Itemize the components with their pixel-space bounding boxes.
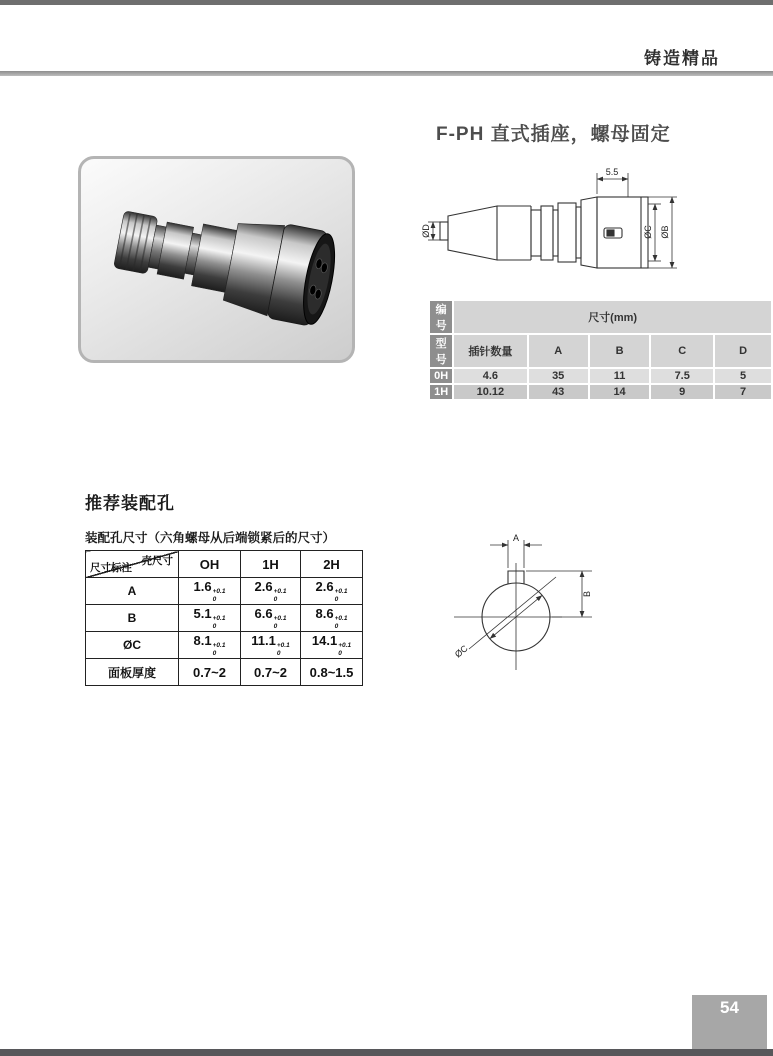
- value-cell: [179, 578, 241, 605]
- table-row: [86, 605, 363, 632]
- tolerance: [338, 642, 351, 657]
- value-cell: [241, 578, 301, 605]
- tolerance-upper: +0.1: [212, 615, 226, 623]
- dim-value: 8.1: [193, 633, 212, 649]
- table-row: [430, 385, 771, 399]
- tolerance: [213, 588, 226, 603]
- tolerance-lower: 0: [273, 622, 278, 630]
- dim-value: 5.1: [193, 606, 212, 622]
- dim-value: 6.6: [254, 606, 273, 622]
- table-row: [86, 578, 363, 605]
- dim-label-oc-hole: ØC: [452, 643, 470, 660]
- model-cell: 1H: [430, 385, 452, 399]
- tolerance: [335, 588, 348, 603]
- dim-value: 14.1: [311, 633, 338, 649]
- dim-value: 1.6: [193, 579, 212, 595]
- value-cell: 11: [590, 369, 649, 383]
- table-row: [430, 369, 771, 383]
- tolerance-upper: +0.1: [273, 588, 287, 596]
- spec-table: [428, 299, 773, 401]
- tolerance: [277, 642, 290, 657]
- tolerance-upper: +0.1: [212, 642, 226, 650]
- dim-label-oc: ØC: [643, 225, 653, 239]
- value-cell: [241, 605, 301, 632]
- header-divider: [0, 71, 773, 76]
- column-header: 插针数量: [454, 335, 526, 367]
- tolerance-upper: +0.1: [334, 588, 348, 596]
- value-cell: 0.7~2: [179, 659, 241, 686]
- value-cell: [301, 632, 363, 659]
- product-title: F-PH 直式插座，螺母固定: [436, 124, 671, 145]
- value-cell: 10.12: [454, 385, 526, 399]
- dim-value: 8.6: [315, 606, 334, 622]
- row-label: 面板厚度: [86, 659, 179, 686]
- connector-photo-illustration: [81, 159, 352, 360]
- dim-value: 2.6: [315, 579, 334, 595]
- value-cell: 35: [529, 369, 588, 383]
- dim-label-5-5: 5.5: [605, 167, 619, 177]
- table-row: [430, 301, 771, 333]
- value-cell: 43: [529, 385, 588, 399]
- table-row: [430, 335, 771, 367]
- column-header: D: [715, 335, 771, 367]
- dim-label-od: ØD: [421, 224, 431, 238]
- tolerance-upper: +0.1: [338, 642, 352, 650]
- tolerance-lower: 0: [212, 595, 217, 603]
- tolerance: [213, 615, 226, 630]
- bottom-border-bar: [0, 1049, 773, 1056]
- value-cell: [179, 605, 241, 632]
- corner-label-shell-size: 壳尺寸: [141, 555, 173, 567]
- model-cell: 0H: [430, 369, 452, 383]
- section-heading: 推荐装配孔: [85, 494, 175, 513]
- tolerance-lower: 0: [212, 649, 217, 657]
- table-row: [86, 632, 363, 659]
- page-number: 54: [692, 995, 767, 1049]
- product-photo: [78, 156, 355, 363]
- side-view-drawing: [420, 160, 690, 295]
- tolerance: [274, 615, 287, 630]
- column-header: OH: [179, 551, 241, 578]
- column-header: B: [590, 335, 649, 367]
- top-border-bar: [0, 0, 773, 5]
- value-cell: 5: [715, 369, 771, 383]
- value-cell: 0.7~2: [241, 659, 301, 686]
- mounting-hole-table: [85, 550, 363, 686]
- value-cell: [301, 578, 363, 605]
- row-label: ØC: [86, 632, 179, 659]
- diagonal-corner-cell: [86, 551, 179, 578]
- tolerance-lower: 0: [334, 622, 339, 630]
- value-cell: 14: [590, 385, 649, 399]
- row-label: B: [86, 605, 179, 632]
- value-cell: 7: [715, 385, 771, 399]
- tolerance: [335, 615, 348, 630]
- value-cell: [241, 632, 301, 659]
- tolerance-lower: 0: [212, 622, 217, 630]
- spec-table-corner-bottom: 型号: [430, 335, 452, 367]
- brand-header: 铸造精品: [644, 49, 720, 68]
- tolerance-upper: +0.1: [276, 642, 290, 650]
- corner-label-dim-note: 尺寸标注: [90, 562, 132, 574]
- table-row: [86, 659, 363, 686]
- tolerance-lower: 0: [273, 595, 278, 603]
- tolerance-upper: +0.1: [273, 615, 287, 623]
- tolerance: [274, 588, 287, 603]
- tolerance: [213, 642, 226, 657]
- dim-label-b: B: [582, 590, 592, 598]
- dim-value: 11.1: [251, 633, 276, 649]
- spec-table-size-header: 尺寸(mm): [454, 301, 771, 333]
- tolerance-lower: 0: [276, 649, 281, 657]
- tolerance-upper: +0.1: [212, 588, 226, 596]
- tolerance-lower: 0: [338, 649, 342, 657]
- table-row: [86, 551, 363, 578]
- dim-value: 2.6: [254, 579, 273, 595]
- value-cell: 4.6: [454, 369, 526, 383]
- value-cell: [301, 605, 363, 632]
- column-header: 1H: [241, 551, 301, 578]
- value-cell: 7.5: [651, 369, 713, 383]
- tolerance-upper: +0.1: [334, 615, 348, 623]
- dim-label-a: A: [512, 533, 520, 543]
- value-cell: [179, 632, 241, 659]
- value-cell: 0.8~1.5: [301, 659, 363, 686]
- mounting-hole-drawing: [440, 510, 640, 695]
- column-header: 2H: [301, 551, 363, 578]
- dim-label-ob: ØB: [660, 225, 670, 239]
- value-cell: 9: [651, 385, 713, 399]
- row-label: A: [86, 578, 179, 605]
- spec-table-corner-top: 编号: [430, 301, 452, 333]
- tolerance-lower: 0: [334, 595, 339, 603]
- section-subtitle: 装配孔尺寸（六角螺母从后端锁紧后的尺寸）: [85, 531, 336, 545]
- column-header: A: [529, 335, 588, 367]
- column-header: C: [651, 335, 713, 367]
